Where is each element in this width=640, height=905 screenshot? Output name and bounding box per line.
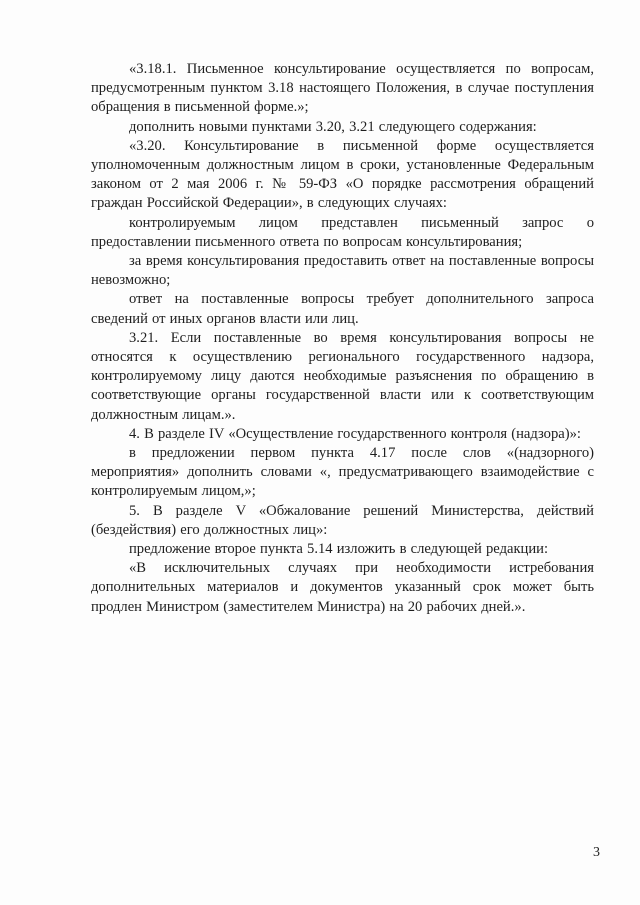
paragraph-3-21: 3.21. Если поставленные во время консультирования вопросы не относятся к осуществлению регионального государственного надзора, контролируемому лицу даются необходимые разъяснения по обращению в соответствующие органы государственной власти или к соответствующим должностным лицам.». [91, 329, 594, 423]
paragraph-case-written-request: контролируемым лицом представлен письменный запрос о предоставлении письменного ответа по вопросам консультирования; [91, 214, 594, 250]
page-number: 3 [593, 845, 600, 860]
paragraph-section-v: 5. В разделе V «Обжалование решений Министерства, действий (бездействия) его должностных лиц»: [91, 502, 594, 538]
paragraph-3-18-1: «3.18.1. Письменное консультирование осуществляется по вопросам, предусмотренным пунктом 3.18 настоящего Положения, в случае поступления обращения в письменной форме.»; [91, 61, 594, 116]
paragraph-3-20: «3.20. Консультирование в письменной форме осуществляется уполномоченным должностным лицом в сроки, установленные Федеральным законом от 2 мая 2006 г. № 59-ФЗ «О порядке рассмотрения обращений граждан Российской Федерации», в следующих случаях: [91, 137, 594, 212]
paragraph-add-points: дополнить новыми пунктами 3.20, 3.21 следующего содержания: [129, 118, 537, 135]
paragraph-section-iv: 4. В разделе IV «Осуществление государственного контроля (надзора)»: [129, 425, 581, 442]
document-body [91, 60, 594, 617]
paragraph-case-impossible: за время консультирования предоставить ответ на поставленные вопросы невозможно; [91, 253, 594, 289]
paragraph-4-17: в предложении первом пункта 4.17 после слов «(надзорного) мероприятия» дополнить словами «, предусматривающего взаимодействие с контролируемым лицом,»; [91, 445, 594, 500]
paragraph-5-14-text: «В исключительных случаях при необходимости истребования дополнительных материалов и документов указанный срок может быть продлен Министром (заместителем Министра) на 20 рабочих дней.». [91, 560, 594, 615]
paragraph-5-14-intro: предложение второе пункта 5.14 изложить в следующей редакции: [129, 541, 549, 558]
paragraph-case-extra-request: ответ на поставленные вопросы требует дополнительного запроса сведений от иных органов власти или лиц. [91, 291, 594, 327]
